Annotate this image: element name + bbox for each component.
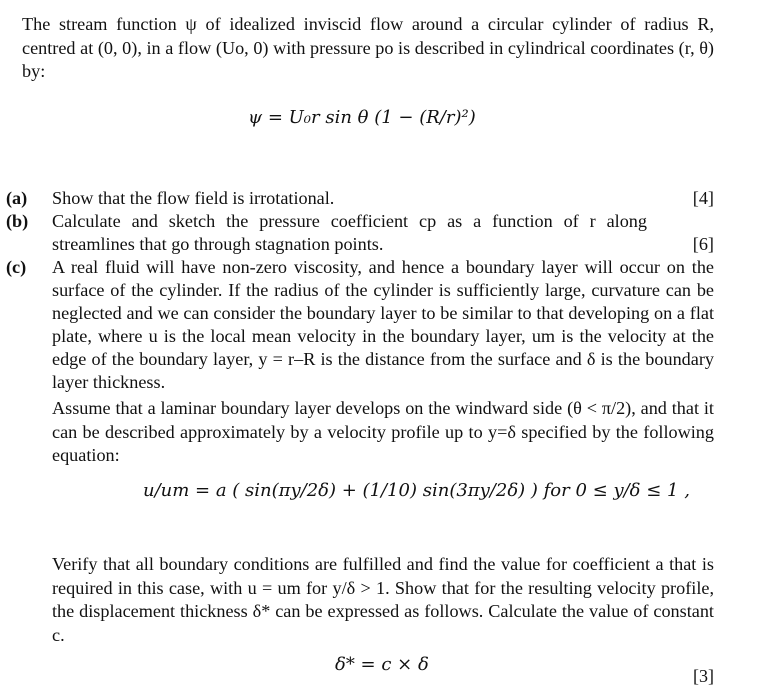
intro-paragraph: The stream function ψ of idealized inviscid flow around a circular cylinder of radius R, centred at (0, 0), in a flow (Uo, 0) with pressure po is described in cylindrical coordinates (r, θ) by: (22, 14, 714, 81)
part-c-text: A real fluid will have non-zero viscosity, and hence a boundary layer will occur on the surface of the cylinder. If the radius of the cylinder is sufficiently large, curvature can be neglected and we can consider the boundary layer to be similar to that developing on a flat plate, where u is the local mean velocity in the boundary layer, um is the velocity at the edge of the boundary layer, y = r–R is the distance from the surface and δ is the boundary layer thickness. (52, 257, 715, 392)
part-a-marks: [4] (692, 188, 714, 208)
part-c-label: (c) (6, 257, 27, 277)
displacement-thickness-equation: δ* = c × δ (335, 654, 429, 675)
velocity-profile-equation: u/um = a ( sin(πy/2δ) + (1/10) sin(3πy/2δ) ) for 0 ≤ y/δ ≤ 1 , (143, 480, 690, 501)
part-b-label: (b) (6, 211, 29, 231)
part-b-text: Calculate and sketch the pressure coefficient cp as a function of r along streamlines that go through stagnation points. (52, 211, 647, 254)
part-a-label: (a) (6, 188, 28, 208)
cut-off-marks: [3] (693, 666, 714, 686)
verify-paragraph: Verify that all boundary conditions are fulfilled and find the value for coefficient a that is required in this case, with u = um for y/δ > 1. Show that for the resulting velocity profile, the displacement thickness δ* can be expressed as follows. Calculate the value of constant c. (52, 554, 714, 645)
part-a-text: Show that the flow field is irrotational. (52, 188, 335, 208)
stream-function-equation: ψ = U₀r sin θ (1 − (R/r)²) (248, 107, 476, 128)
assumption-paragraph: Assume that a laminar boundary layer develops on the windward side (θ < π/2), and that it can be described approximately by a velocity profile up to y=δ specified by the following equation: (52, 398, 714, 465)
part-b-marks: [6] (692, 234, 714, 254)
